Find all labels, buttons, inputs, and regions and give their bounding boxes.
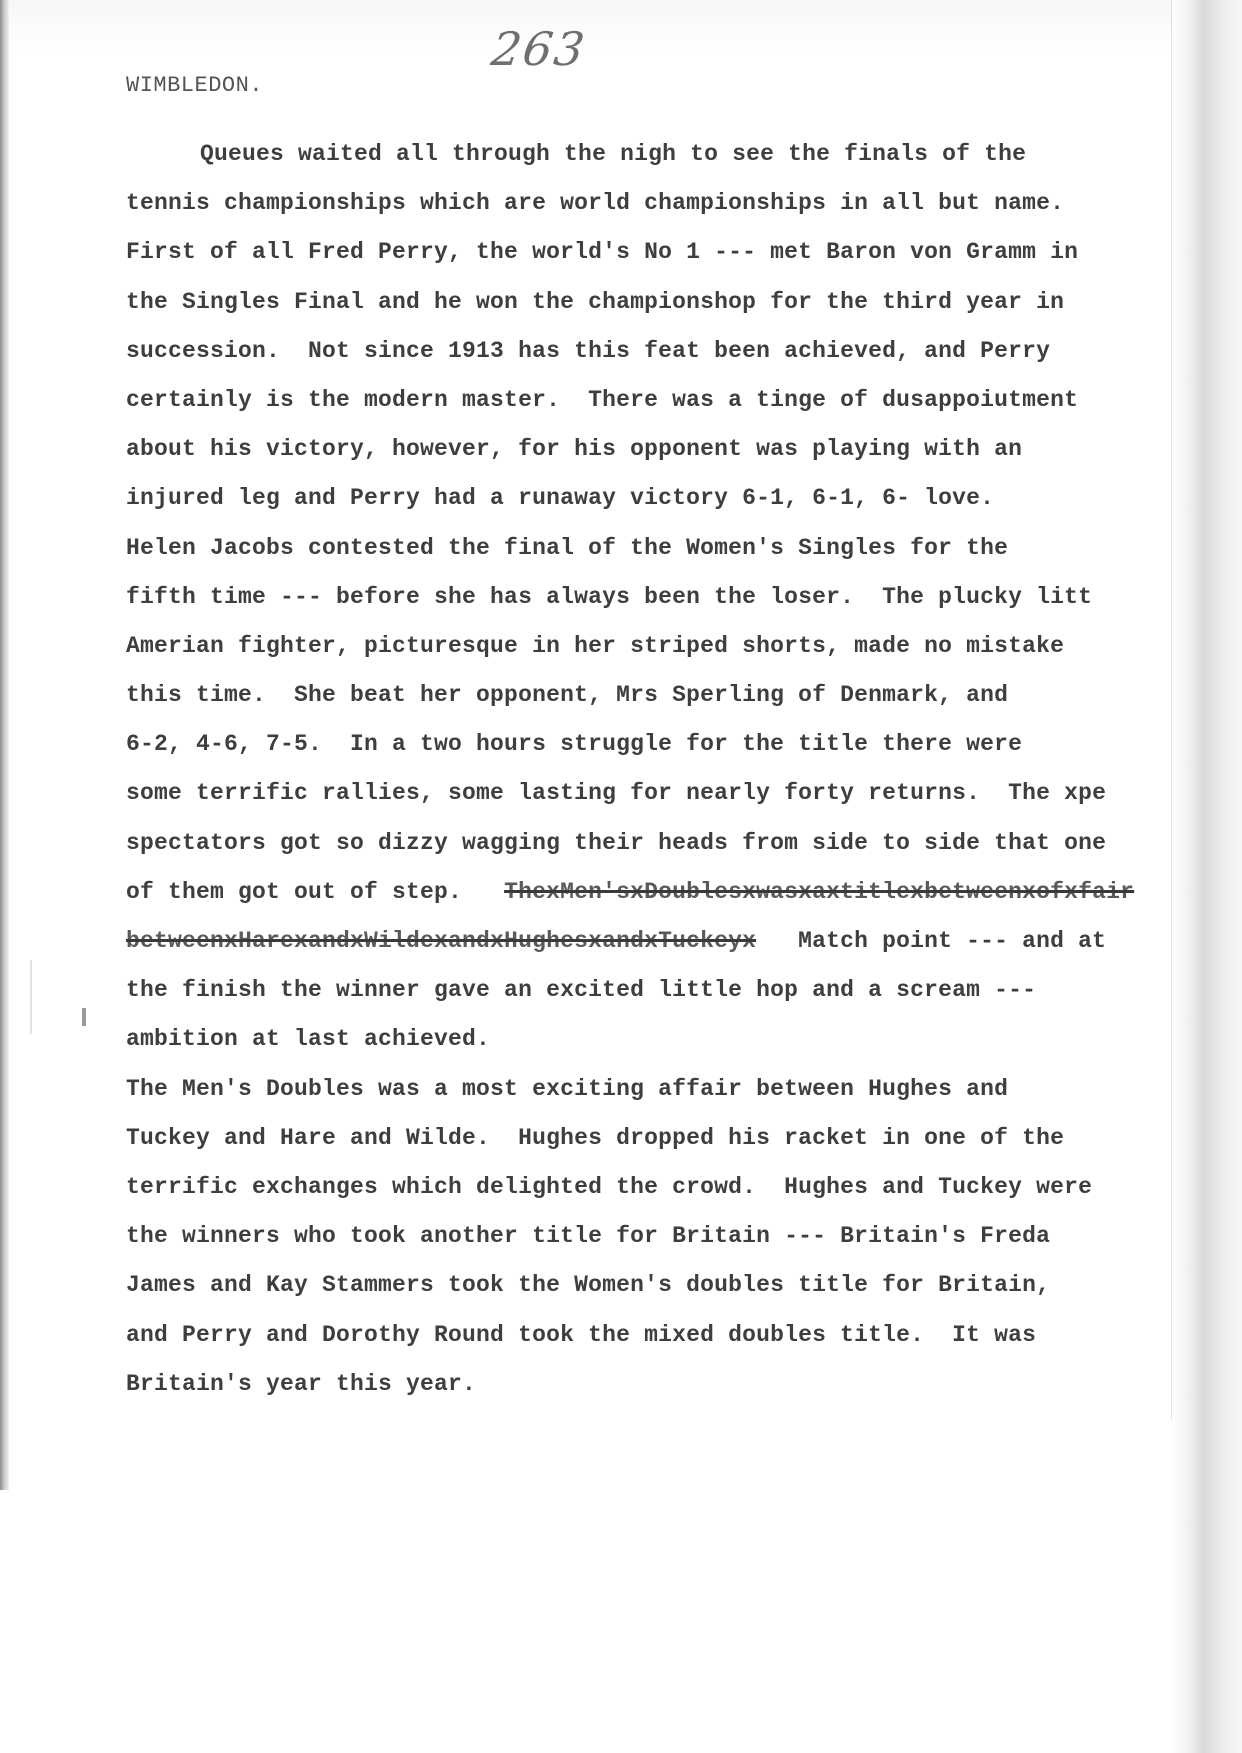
text-line: this time. She beat her opponent, Mrs Sperling of Denmark, and: [126, 682, 1009, 709]
text-line: Match point --- and at: [798, 928, 1107, 954]
text-line: some terrific rallies, some lasting for nearly forty returns. The xpe: [126, 780, 1107, 807]
typed-body-text: [126, 130, 1186, 1409]
text-line: and Perry and Dorothy Round took the mixed doubles title. It was: [126, 1321, 1037, 1348]
text-line: Amerian fighter, picturesque in her striped shorts, made no mistake: [126, 632, 1065, 659]
text-line: Britain's year this year.: [126, 1370, 477, 1397]
text-line: spectators got so dizzy wagging their heads from side to side that one: [126, 829, 1107, 856]
text-line: injured leg and Perry had a runaway victory 6-1, 6-1, 6- love.: [126, 485, 995, 512]
text-line: of them got out of step.: [126, 878, 463, 905]
margin-mark: [82, 1008, 86, 1026]
text-line: ambition at last achieved.: [126, 1026, 491, 1053]
text-line: the finish the winner gave an excited little hop and a scream ---: [126, 977, 1037, 1004]
text-line-with-strikeout: [126, 917, 1186, 966]
text-line: fifth time --- before she has always been the loser. The plucky litt: [126, 583, 1093, 610]
struck-out-text: betweenxHarexandxWildexandxHughesxandxTuckeyx: [126, 928, 757, 954]
text-line: First of all Fred Perry, the world's No 1 --- met Baron von Gramm in: [126, 239, 1079, 266]
text-line: Queues waited all through the nigh to see the finals of the: [200, 141, 1027, 167]
text-line: the winners who took another title for Britain --- Britain's Freda: [126, 1223, 1051, 1250]
handwritten-page-number: 263: [488, 22, 590, 76]
text-line: about his victory, however, for his opponent was playing with an: [126, 436, 1023, 463]
text-line: succession. Not since 1913 has this feat been achieved, and Perry: [126, 337, 1051, 364]
text-line: Tuckey and Hare and Wilde. Hughes dropped his racket in one of the: [126, 1124, 1065, 1151]
text-line: the Singles Final and he won the championshop for the third year in: [126, 288, 1065, 315]
text-line: James and Kay Stammers took the Women's doubles title for Britain,: [126, 1272, 1051, 1299]
scan-edge-left: [0, 0, 9, 1490]
text-line: 6-2, 4-6, 7-5. In a two hours struggle for the title there were: [126, 731, 1023, 758]
text-line: Helen Jacobs contested the final of the Women's Singles for the: [126, 534, 1009, 561]
document-heading: WIMBLEDON.: [126, 73, 264, 98]
text-line: tennis championships which are world championships in all but name.: [126, 190, 1065, 217]
struck-out-text: ThexMen'sxDoublesxwasxaxtitlexbetweenxofxfair: [504, 878, 1135, 905]
margin-crease: [30, 960, 32, 1034]
text-line: The Men's Doubles was a most exciting affair between Hughes and: [126, 1075, 1009, 1102]
text-line: terrific exchanges which delighted the crowd. Hughes and Tuckey were: [126, 1173, 1093, 1200]
text-line: certainly is the modern master. There was a tinge of dusappoiutment: [126, 386, 1079, 413]
text-line-with-strikeout: [126, 868, 1186, 917]
